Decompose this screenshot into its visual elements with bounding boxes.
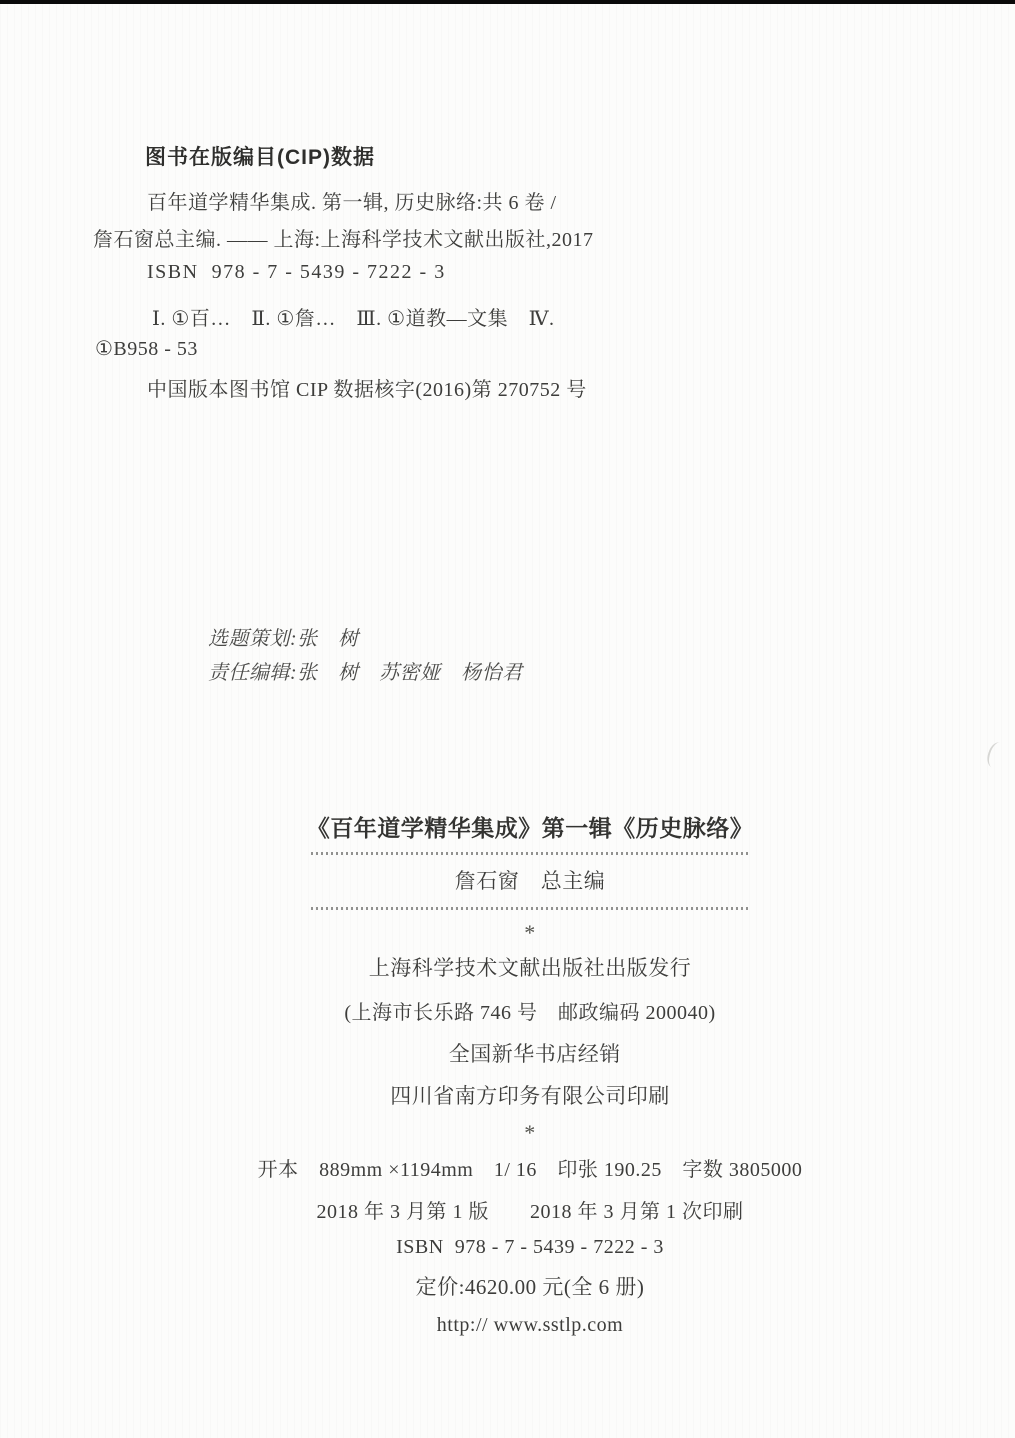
credit-responsible-editors: 责任编辑:张 树 苏密娅 杨怡君	[208, 662, 523, 684]
credit-topic-planning: 选题策划:张 树	[208, 628, 359, 650]
colophon-block	[255, 810, 805, 1337]
colophon-isbn: ISBN 978 - 7 - 5439 - 7222 - 3	[396, 1236, 664, 1258]
cip-entry-line-1: 百年道学精华集成. 第一辑, 历史脉络:共 6 卷 /	[147, 192, 557, 214]
cip-classification-line-1: Ⅰ. ①百… Ⅱ. ①詹… Ⅲ. ①道教—文集 Ⅳ.	[152, 308, 555, 330]
dotted-divider-bottom	[311, 907, 749, 910]
format-specs-line: 开本 889mm ×1194mm 1/ 16 印张 190.25 字数 3805000	[257, 1159, 803, 1181]
scan-edge-top-bar	[0, 0, 1015, 4]
scan-artifact-mark	[984, 740, 1007, 770]
printer-line: 四川省南方印务有限公司印刷	[390, 1084, 670, 1108]
separator-star-2: *	[524, 1120, 536, 1145]
cip-heading: 图书在版编目(CIP)数据	[145, 146, 375, 169]
publisher-website: http:// www.sstlp.com	[436, 1314, 624, 1336]
edition-printing-line: 2018 年 3 月第 1 版 2018 年 3 月第 1 次印刷	[316, 1201, 744, 1223]
cip-isbn: ISBN 978 - 7 - 5439 - 7222 - 3	[147, 261, 446, 283]
publisher-address: (上海市长乐路 746 号 邮政编码 200040)	[344, 1002, 716, 1024]
distributor-line: 全国新华书店经销	[448, 1042, 621, 1066]
book-title: 《百年道学精华集成》第一辑《历史脉络》	[306, 815, 754, 841]
chief-editor: 詹石窗 总主编	[454, 869, 606, 893]
cip-entry-line-2: 詹石窗总主编. —— 上海:上海科学技术文献出版社,2017	[93, 229, 594, 251]
dotted-divider-top	[311, 852, 749, 855]
publisher-line: 上海科学技术文献出版社出版发行	[368, 956, 692, 980]
cip-classification-line-2: ①B958 - 53	[95, 338, 198, 360]
separator-star-1: *	[524, 920, 536, 945]
price-line: 定价:4620.00 元(全 6 册)	[415, 1275, 645, 1299]
cip-record-number: 中国版本图书馆 CIP 数据核字(2016)第 270752 号	[147, 379, 587, 401]
